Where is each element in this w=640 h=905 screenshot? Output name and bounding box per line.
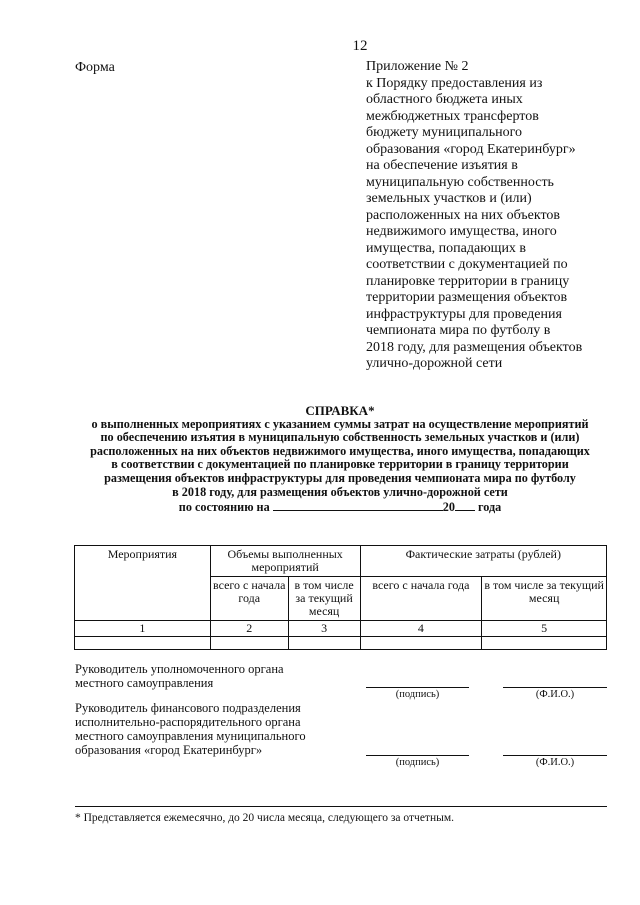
- appendix-line: Приложение № 2: [366, 59, 469, 74]
- data-cell[interactable]: [210, 637, 288, 650]
- head-signature-label: (подпись): [395, 689, 440, 700]
- appendix-line: соответствии с документацией по: [366, 257, 568, 272]
- column-number: 1: [75, 621, 211, 637]
- finance-name-line[interactable]: [503, 755, 607, 756]
- appendix-line: к Порядку предоставления из: [366, 75, 543, 91]
- appendix-line: чемпионата мира по футболу в: [366, 323, 551, 338]
- page-number: 12: [352, 38, 368, 54]
- appendix-line: 2018 году, для размещения объектов: [366, 339, 583, 355]
- head-signature-line[interactable]: [366, 687, 469, 688]
- data-cell[interactable]: [75, 637, 211, 650]
- footnote-divider: [75, 806, 607, 807]
- finance-signature-line[interactable]: [366, 755, 469, 756]
- title-line: по обеспечению изъятия в муниципальную собственность земельных участков и (или): [100, 430, 580, 445]
- subheader-volume-month: в том числе за текущий месяц: [288, 577, 360, 621]
- column-number: 3: [288, 621, 360, 637]
- finance-signature-label: (подпись): [395, 757, 440, 768]
- appendix-line: образования «город Екатеринбург»: [366, 141, 576, 157]
- title-line: о выполненных мероприятиях с указанием суммы затрат на осуществление мероприятий: [91, 416, 589, 431]
- head-name-label: (Ф.И.О.): [535, 689, 575, 700]
- appendix-line: расположенных на них объектов: [366, 207, 561, 223]
- subheader-cost-year: всего с начала года: [360, 577, 482, 621]
- subheader-cost-month: в том числе за текущий месяц: [482, 577, 607, 621]
- header-measures: Мероприятия: [75, 546, 211, 621]
- column-number: 2: [210, 621, 288, 637]
- appendix-line: инфраструктуры для проведения: [366, 306, 562, 322]
- title-line: в 2018 году, для размещения объектов улично-дорожной сети: [172, 484, 508, 499]
- as-of-prefix: по состоянию на: [178, 500, 270, 515]
- costs-table: [74, 545, 607, 650]
- appendix-line: планировке территории в границу: [366, 273, 570, 289]
- column-number: 5: [482, 621, 607, 637]
- as-of-suffix: года: [477, 500, 502, 515]
- finance-name-label: (Ф.И.О.): [535, 757, 575, 768]
- title-heading: СПРАВКА*: [305, 403, 375, 418]
- head-signatory-text: Руководитель уполномоченного органа местного самоуправления: [75, 662, 284, 690]
- form-label: Форма: [75, 60, 115, 75]
- as-of-date-line: [60, 499, 620, 515]
- year-blank[interactable]: [455, 499, 475, 511]
- title-line: размещения объектов инфраструктуры для проведения чемпионата мира по футболу: [104, 470, 576, 485]
- appendix-line: имущества, попадающих в: [366, 240, 527, 256]
- title-line: расположенных на них объектов недвижимого имущества, иного имущества, попадающих: [90, 443, 590, 458]
- title-line: в соответствии с документацией по планировке территории в границу территории: [111, 457, 569, 472]
- appendix-line: территории размещения объектов: [366, 290, 568, 305]
- subheader-volume-year: всего с начала года: [210, 577, 288, 621]
- appendix-line: на обеспечение изъятия в: [366, 158, 518, 173]
- head-name-line[interactable]: [503, 687, 607, 688]
- date-blank[interactable]: [273, 499, 443, 511]
- data-cell[interactable]: [360, 637, 482, 650]
- header-costs: Фактические затраты (рублей): [360, 546, 606, 577]
- header-volumes: Объемы выполненных мероприятий: [210, 546, 360, 577]
- appendix-line: земельных участков и (или): [366, 191, 532, 206]
- column-number: 4: [360, 621, 482, 637]
- appendix-block: [366, 59, 616, 373]
- document-title: [60, 404, 620, 515]
- appendix-line: недвижимого имущества, иного: [366, 224, 557, 239]
- finance-signatory-text: Руководитель финансового подразделения исполнительно-распорядительного органа местного самоуправления муниципального образования «город Екатеринбург»: [75, 701, 306, 757]
- appendix-line: бюджету муниципального: [366, 125, 523, 140]
- footnote: * Представляется ежемесячно, до 20 числа месяца, следующего за отчетным.: [75, 812, 454, 824]
- year-prefix: 20: [442, 500, 455, 515]
- appendix-line: межбюджетных трансфертов: [366, 108, 539, 124]
- appendix-line: улично-дорожной сети: [366, 356, 503, 371]
- data-cell[interactable]: [482, 637, 607, 650]
- appendix-line: областного бюджета иных: [366, 92, 523, 107]
- data-cell[interactable]: [288, 637, 360, 650]
- appendix-line: муниципальную собственность: [366, 174, 554, 190]
